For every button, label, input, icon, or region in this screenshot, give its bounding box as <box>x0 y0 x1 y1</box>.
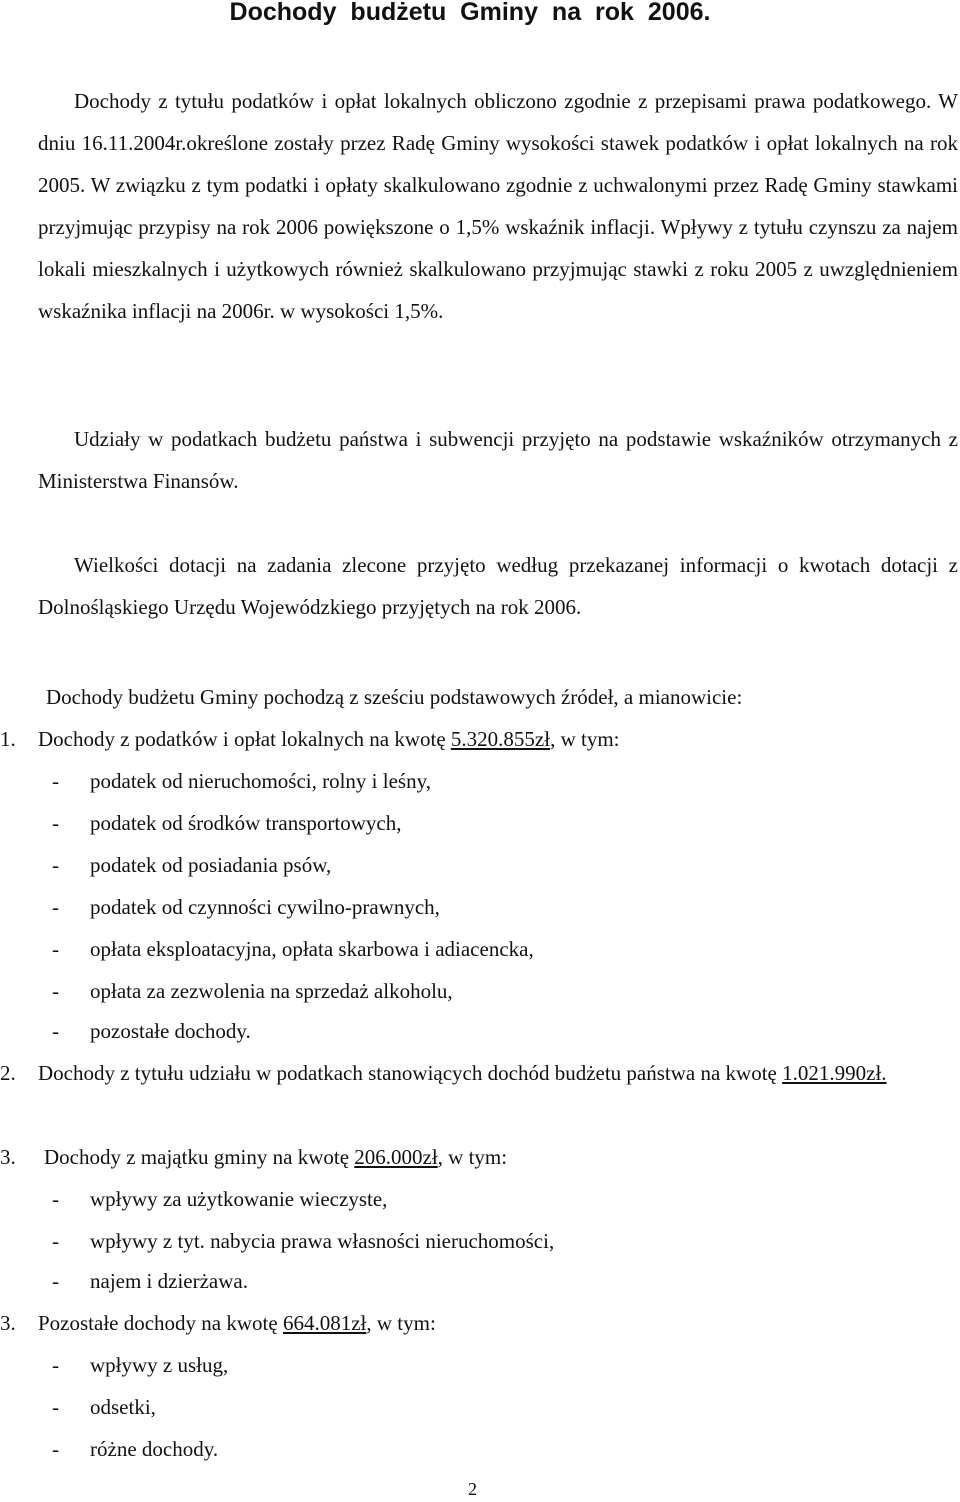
list-item-text: pozostałe dochody. <box>90 1019 251 1043</box>
section-text-after: , w tym: <box>437 1145 508 1169</box>
section-text <box>38 1052 958 1094</box>
list-dash: - <box>52 1395 59 1419</box>
section-number: 2. <box>0 1061 16 1085</box>
list-dash: - <box>52 769 59 793</box>
page-number: 2 <box>468 1479 477 1499</box>
list-dash: - <box>52 1019 59 1043</box>
list-item-text: opłata za zezwolenia na sprzedaż alkoholu, <box>90 979 453 1003</box>
section-number: 1. <box>0 727 16 751</box>
list-item-text: podatek od posiadania psów, <box>90 853 332 877</box>
section-amount: 664.081zł <box>282 1311 367 1335</box>
list-dash: - <box>52 1353 59 1377</box>
section-text <box>38 718 958 760</box>
list-item-text: wpływy z tyt. nabycia prawa własności nieruchomości, <box>90 1229 555 1253</box>
list-item-text: najem i dzierżawa. <box>90 1269 248 1293</box>
sources-intro: Dochody budżetu Gminy pochodzą z sześciu podstawowych źródeł, a mianowicie: <box>46 685 743 709</box>
list-dash: - <box>52 937 59 961</box>
list-dash: - <box>52 1437 59 1461</box>
list-dash: - <box>52 1187 59 1211</box>
list-dash: - <box>52 811 59 835</box>
section-number: 3. <box>0 1145 16 1169</box>
list-dash: - <box>52 895 59 919</box>
paragraph-tax-basis: Dochody z tytułu podatków i opłat lokalnych obliczono zgodnie z przepisami prawa podatkowego. W dniu 16.11.2004r.określone zostały przez Radę Gminy wysokości stawek podatków i opłat lokalnych na rok 2005. W związku z tym podatki i opłaty skalkulowano zgodnie z uchwalonymi przez Radę Gminy stawkami przyjmując przypisy na rok 2006 powiększone o 1,5% wskaźnik inflacji. Wpływy z tytułu czynszu za najem lokali mieszkalnych i użytkowych również skalkulowano przyjmując stawki z roku 2005 z uwzględnieniem wskaźnika inflacji na 2006r. w wysokości 1,5%. <box>38 89 958 323</box>
list-item-text: podatek od środków transportowych, <box>90 811 402 835</box>
section-amount: 1.021.990zł. <box>782 1061 887 1085</box>
paragraph-grants: Wielkości dotacji na zadania zlecone przyjęto według przekazanej informacji o kwotach dotacji z Dolnośląskiego Urzędu Wojewódzkiego przyjętych na rok 2006. <box>38 553 958 619</box>
section-text-after: , w tym: <box>366 1311 436 1335</box>
section-amount: 206.000zł <box>354 1145 438 1169</box>
section-text-before: Dochody z majątku gminy na kwotę <box>44 1145 355 1169</box>
section-number: 3. <box>0 1311 16 1335</box>
list-item-text: podatek od nieruchomości, rolny i leśny, <box>90 769 431 793</box>
section-text-before: Pozostałe dochody na kwotę <box>38 1311 283 1335</box>
list-item-text: wpływy za użytkowanie wieczyste, <box>90 1187 388 1211</box>
section-text-before: Dochody z tytułu udziału w podatkach stanowiących dochód budżetu państwa na kwotę <box>38 1061 783 1085</box>
list-item-text: odsetki, <box>90 1395 156 1419</box>
list-dash: - <box>52 979 59 1003</box>
section-text-before: Dochody z podatków i opłat lokalnych na kwotę <box>38 727 451 751</box>
list-item-text: różne dochody. <box>90 1437 219 1461</box>
section-text-after: , w tym: <box>550 727 620 751</box>
list-item-text: podatek od czynności cywilno-prawnych, <box>90 895 440 919</box>
list-item-text: wpływy z usług, <box>90 1353 229 1377</box>
document-title: Dochody budżetu Gminy na rok 2006. <box>229 0 711 26</box>
list-dash: - <box>52 1269 59 1293</box>
paragraph-shares-subsidies: Udziały w podatkach budżetu państwa i subwencji przyjęto na podstawie wskaźników otrzymanych z Ministerstwa Finansów. <box>38 427 958 493</box>
list-dash: - <box>52 853 59 877</box>
list-item-text: opłata eksploatacyjna, opłata skarbowa i adiacencka, <box>90 937 534 961</box>
section-amount: 5.320.855zł <box>450 727 551 751</box>
list-dash: - <box>52 1229 59 1253</box>
section-text <box>44 1136 958 1178</box>
section-text <box>38 1302 958 1344</box>
